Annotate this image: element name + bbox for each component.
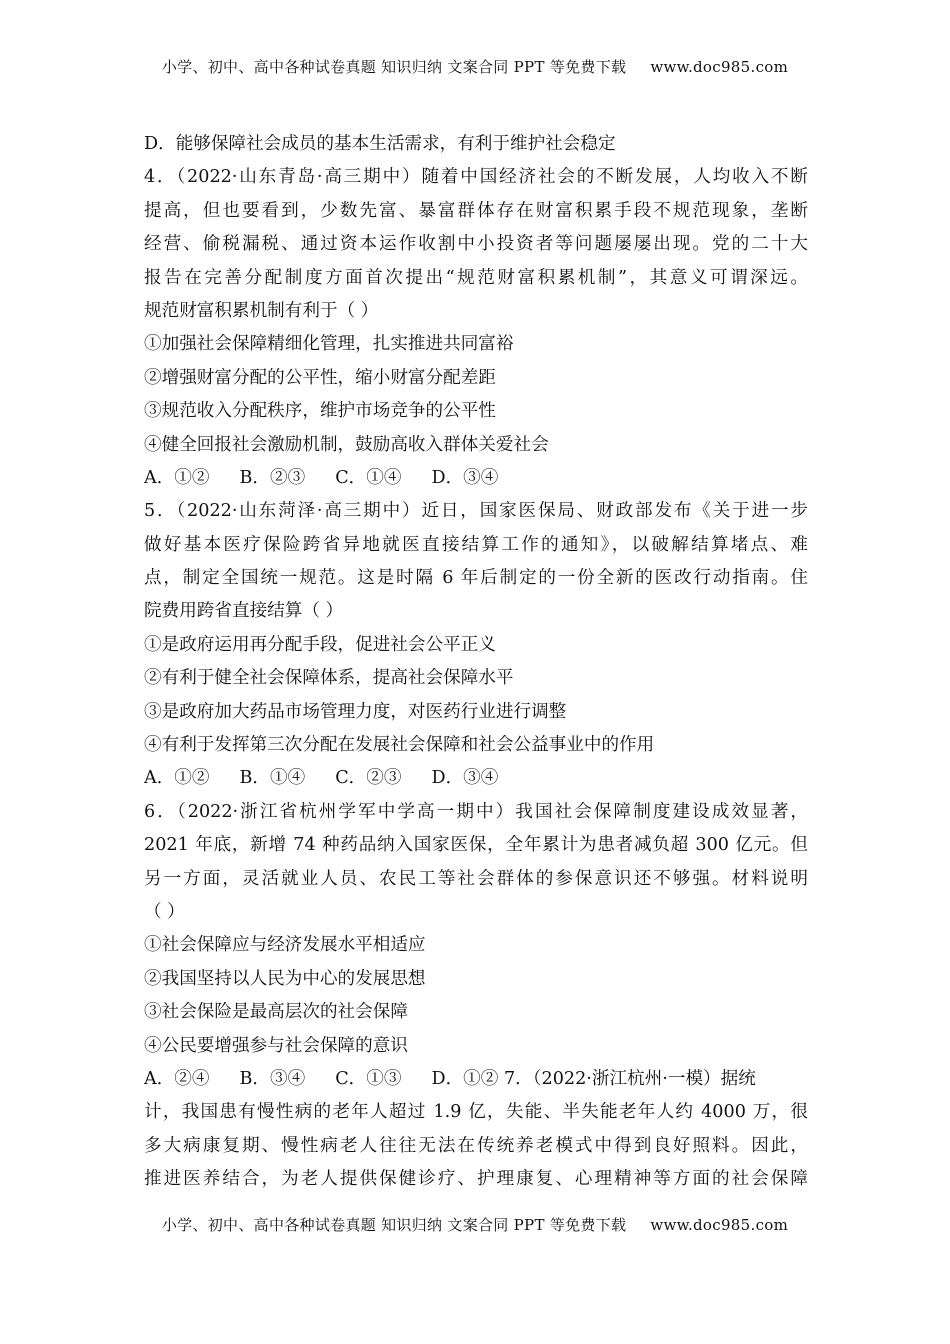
q4-option-d: D．③④ xyxy=(431,467,499,488)
question-4-item-3: ③规范收入分配秩序，维护市场竞争的公平性 xyxy=(144,401,496,422)
question-7-line-3: 推进医养结合，为老人提供保健诊疗、护理康复、心理精神等方面的社会保障 xyxy=(144,1169,808,1190)
question-6-line-4: （ ） xyxy=(144,901,185,922)
q6-option-a: A．②④ xyxy=(144,1068,210,1089)
question-6-line-1: 6．（2022·浙江省杭州学军中学高一期中）我国社会保障制度建设成效显著， xyxy=(144,801,808,822)
page-header xyxy=(0,56,950,77)
question-7-line-2: 多大病康复期、慢性病老人往往无法在传统养老模式中得到良好照料。因此， xyxy=(144,1135,808,1156)
question-5-item-2: ②有利于健全社会保障体系，提高社会保障水平 xyxy=(144,668,514,689)
question-5-options xyxy=(144,762,808,795)
footer-site: www.doc985.com xyxy=(650,1216,789,1234)
q4-option-a: A．①② xyxy=(144,467,210,488)
question-4-item-1: ①加强社会保障精细化管理，扎实推进共同富裕 xyxy=(144,334,514,355)
question-6-options xyxy=(144,1063,808,1096)
option-d-q3: D．能够保障社会成员的基本生活需求，有利于维护社会稳定 xyxy=(144,134,616,154)
q6-option-b: B．③④ xyxy=(239,1068,306,1089)
question-4-line-3: 经营、偷税漏税、通过资本运作收割中小投资者等问题屡屡出现。党的二十大 xyxy=(144,234,808,255)
question-4-line-2: 提高，但也要看到，少数先富、暴富群体存在财富积累手段不规范现象，垄断 xyxy=(144,200,808,221)
question-5-line-2: 做好基本医疗保险跨省异地就医直接结算工作的通知》，以破解结算堵点、难 xyxy=(144,534,808,555)
question-4-line-1: 4．（2022·山东青岛·高三期中）随着中国经济社会的不断发展，人均收入不断 xyxy=(144,167,808,188)
question-6-item-3: ③社会保险是最高层次的社会保障 xyxy=(144,1002,408,1023)
question-4-line-5: 规范财富积累机制有利于（ ） xyxy=(144,300,379,321)
header-text: 小学、初中、高中各种试卷真题 知识归纳 文案合同 PPT 等免费下载 xyxy=(161,58,627,76)
question-6-line-2: 2021 年底，新增 74 种药品纳入国家医保，全年累计为患者减负超 300 亿元。但 xyxy=(144,835,808,856)
q5-option-b: B．①④ xyxy=(239,768,306,789)
question-6-item-4: ④公民要增强参与社会保障的意识 xyxy=(144,1035,408,1056)
page-footer xyxy=(0,1214,950,1235)
question-7-line-1: 计，我国患有慢性病的老年人超过 1.9 亿，失能、半失能老年人约 4000 万，很 xyxy=(144,1102,808,1123)
question-4-options xyxy=(144,462,808,495)
question-6-item-2: ②我国坚持以人民为中心的发展思想 xyxy=(144,968,426,989)
document-body xyxy=(144,128,808,1197)
question-5-line-1: 5．（2022·山东菏泽·高三期中）近日，国家医保局、财政部发布《关于进一步 xyxy=(144,501,808,522)
q6-option-c: C．①③ xyxy=(335,1068,402,1089)
footer-text: 小学、初中、高中各种试卷真题 知识归纳 文案合同 PPT 等免费下载 xyxy=(161,1216,627,1234)
q5-option-d: D．③④ xyxy=(431,768,499,789)
question-6-item-1: ①社会保障应与经济发展水平相适应 xyxy=(144,935,426,956)
q4-option-b: B．②③ xyxy=(239,467,306,488)
q4-option-c: C．①④ xyxy=(335,467,402,488)
question-5-item-3: ③是政府加大药品市场管理力度，对医药行业进行调整 xyxy=(144,701,567,722)
question-6-line-3: 另一方面，灵活就业人员、农民工等社会群体的参保意识还不够强。材料说明 xyxy=(144,868,808,889)
question-4-item-4: ④健全回报社会激励机制，鼓励高收入群体关爱社会 xyxy=(144,434,549,455)
question-5-item-1: ①是政府运用再分配手段，促进社会公平正义 xyxy=(144,634,496,655)
q5-option-c: C．②③ xyxy=(335,768,402,789)
header-site: www.doc985.com xyxy=(650,58,789,76)
question-4-line-4: 报告在完善分配制度方面首次提出“规范财富积累机制”，其意义可谓深远。 xyxy=(144,267,808,288)
question-5-line-3: 点，制定全国统一规范。这是时隔 6 年后制定的一份全新的医改行动指南。住 xyxy=(144,568,808,589)
q6-option-d: D．①② 7．（2022·浙江杭州·一模）据统 xyxy=(431,1068,756,1089)
q5-option-a: A．①② xyxy=(144,768,210,789)
question-5-line-4: 院费用跨省直接结算（ ） xyxy=(144,601,344,622)
question-5-item-4: ④有利于发挥第三次分配在发展社会保障和社会公益事业中的作用 xyxy=(144,735,655,756)
question-4-item-2: ②增强财富分配的公平性，缩小财富分配差距 xyxy=(144,367,496,388)
